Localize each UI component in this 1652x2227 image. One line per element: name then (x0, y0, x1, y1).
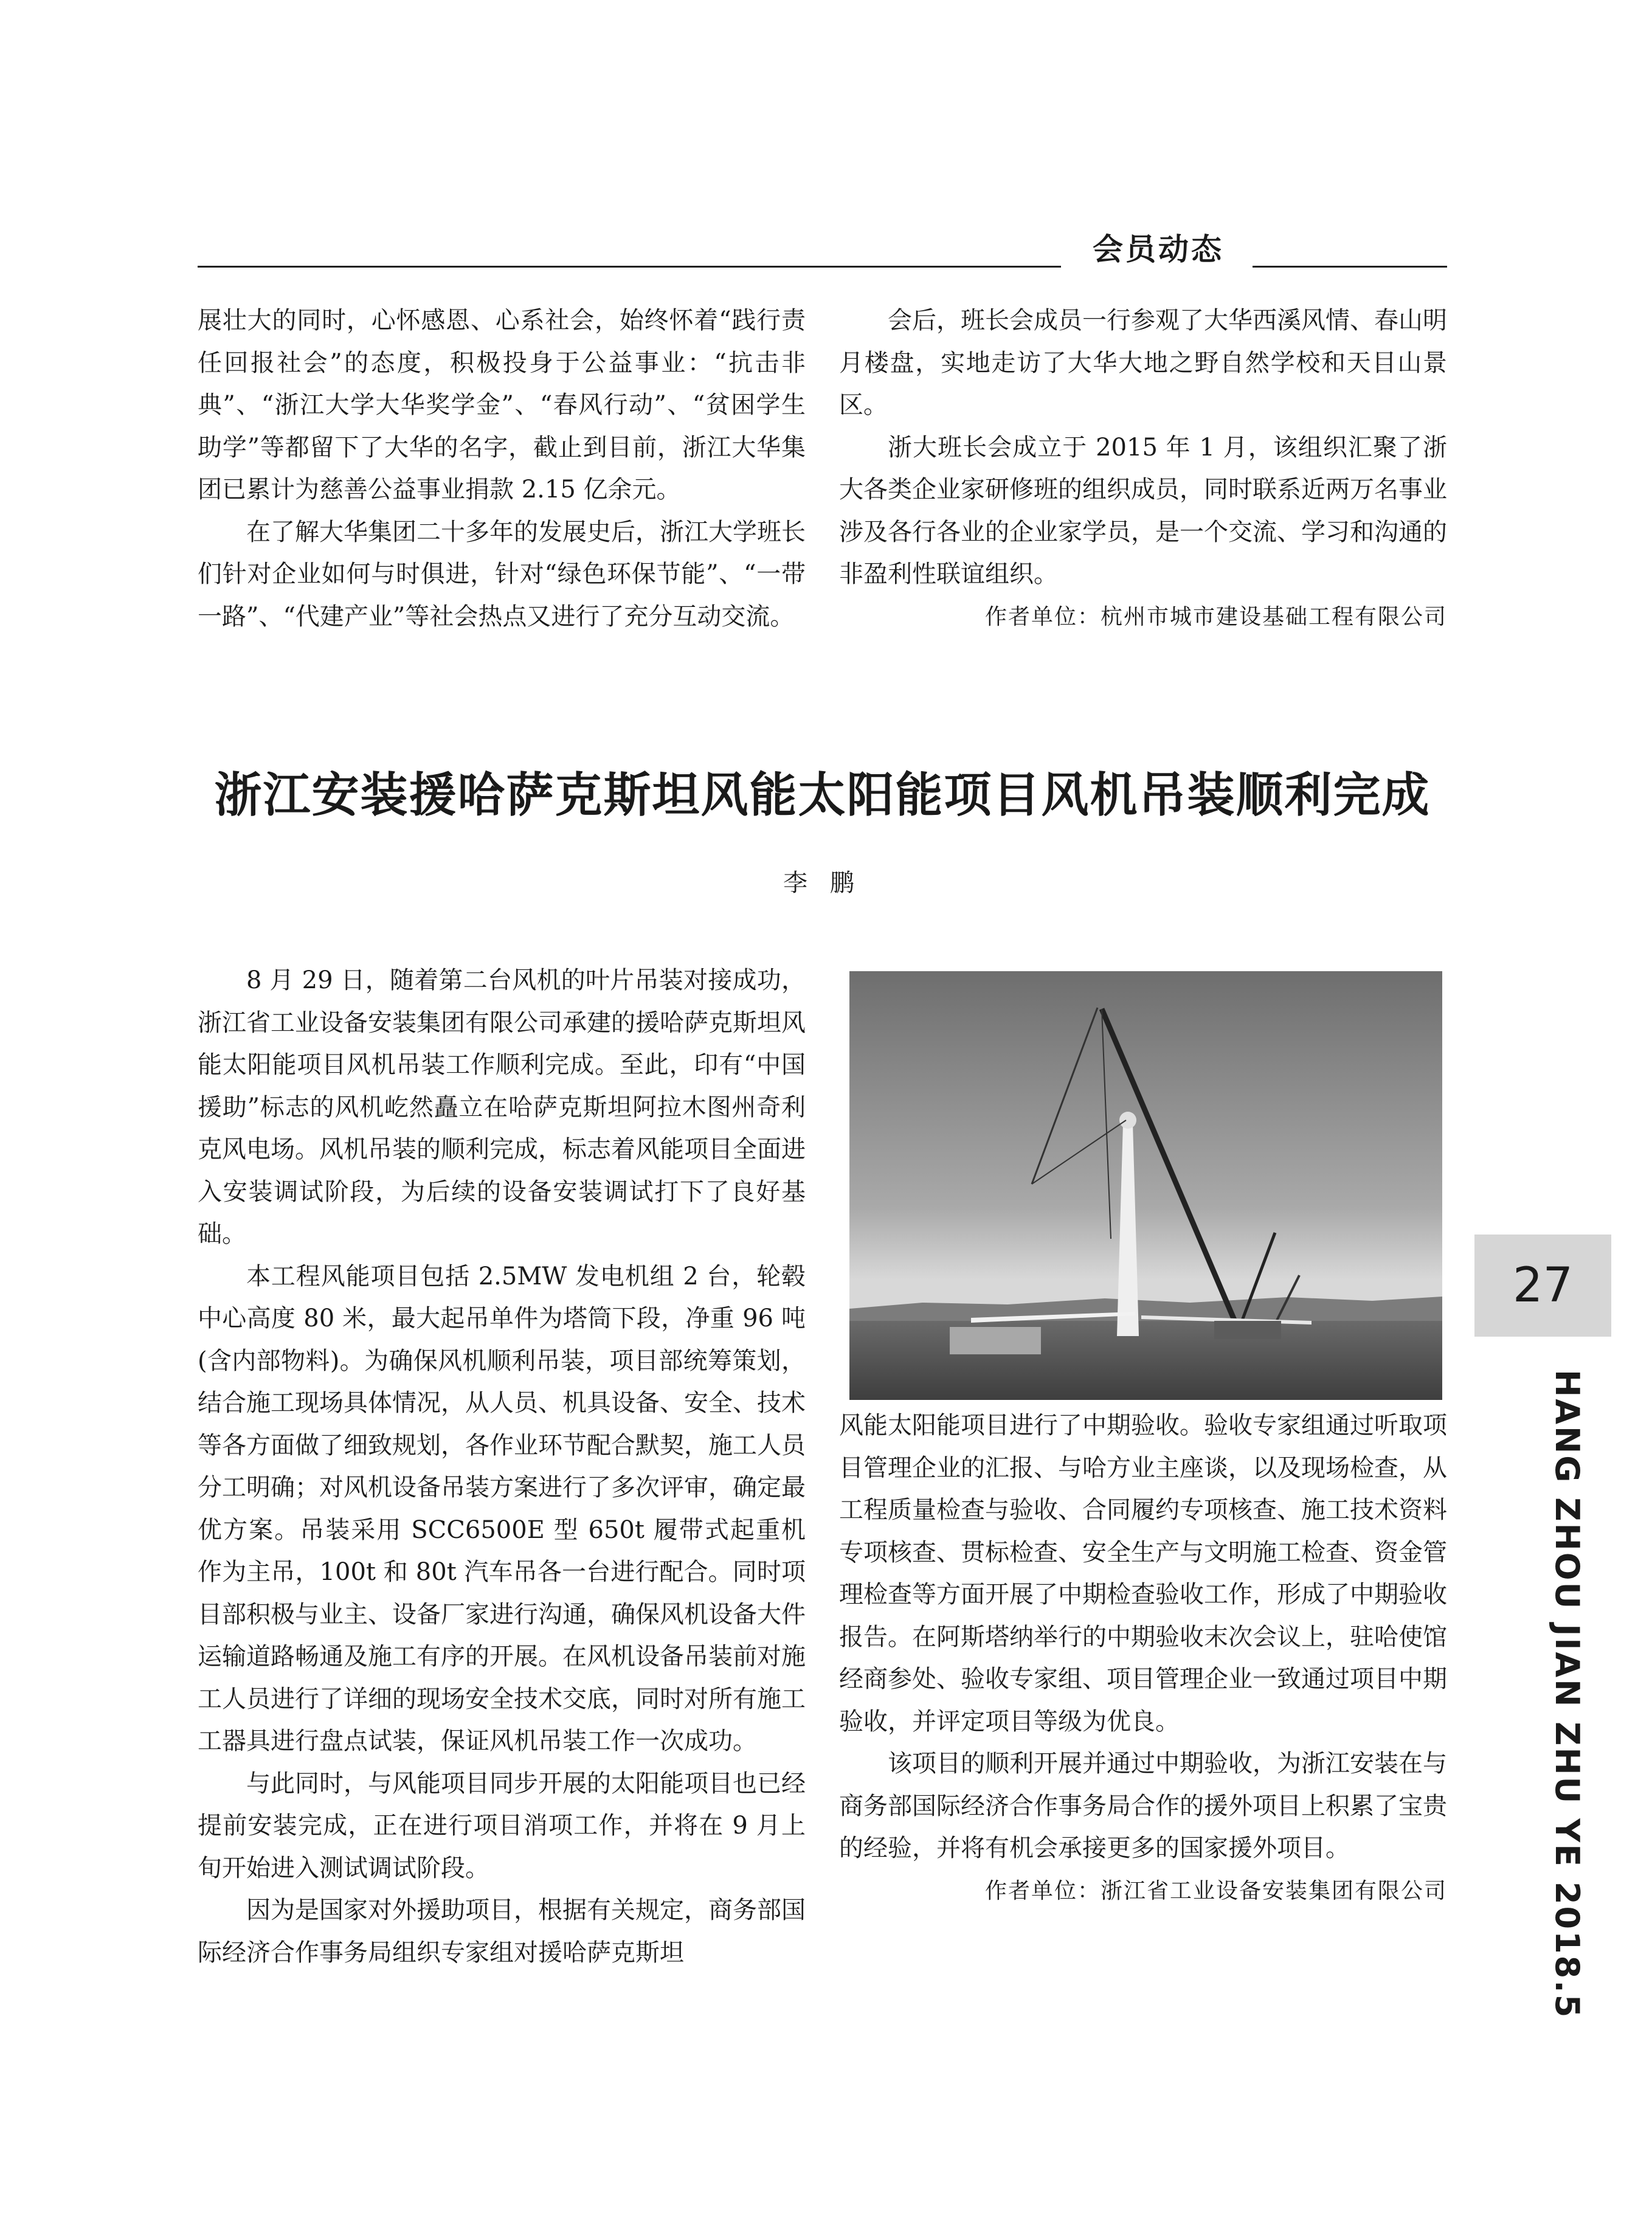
page-number: 27 (1474, 1235, 1611, 1337)
article-title: 浙江安装援哈萨克斯坦风能太阳能项目风机吊装顺利完成 (214, 768, 1431, 823)
continued-text-right (839, 300, 1447, 638)
article-body-right (839, 1405, 1447, 1912)
paragraph: 浙大班长会成立于 2015 年 1 月，该组织汇聚了浙大各类企业家研修班的组织成员，同时联系近两万名事业涉及各行各业的企业家学员，是一个交流、学习和沟通的非盈利性联谊组织。 (839, 433, 1447, 588)
article-body-left (198, 960, 806, 1974)
continued-text-left (198, 300, 806, 638)
paragraph: 本工程风能项目包括 2.5MW 发电机组 2 台，轮毂中心高度 80 米，最大起吊单件为塔筒下段，净重 96 吨(含内部物料)。为确保风机顺利吊装，项目部统筹策划，结合施工现场具体情况，从人员、机具设备、安全、技术等各方面做了细致规划，各作业环节配合默契，施工人员分工明确；对风机设备吊装方案进行了多次评审，确定最优方案。吊装采用 SCC6500E 型 650t 履带式起重机作为主吊，100t 和 80t 汽车吊各一台进行配合。同时项目部积极与业主、设备厂家进行沟通，确保风机设备大件运输道路畅通及施工有序的开展。在风机设备吊装前对施工人员进行了详细的现场安全技术交底，同时对所有施工工器具进行盘点试装，保证风机吊装工作一次成功。 (198, 1262, 806, 1755)
paragraph: 因为是国家对外援助项目，根据有关规定，商务部国际经济合作事务局组织专家组对援哈萨克斯坦 (198, 1896, 806, 1967)
paragraph: 该项目的顺利开展并通过中期验收，为浙江安装在与商务部国际经济合作事务局合作的援外项目上积累了宝贵的经验，并将有机会承接更多的国家援外项目。 (839, 1750, 1447, 1862)
section-label: 会员动态 (1093, 232, 1224, 267)
header-rule-left (198, 266, 1061, 268)
paragraph: 8 月 29 日，随着第二台风机的叶片吊装对接成功，浙江省工业设备安装集团有限公司承建的援哈萨克斯坦风能太阳能项目风机吊装工作顺利完成。至此，印有“中国援助”标志的风机屹然矗立在哈萨克斯坦阿拉木图州奇利克风电场。风机吊装的顺利完成，标志着风能项目全面进入安装调试阶段，为后续的设备安装调试打下了良好基础。 (198, 966, 806, 1248)
photo-illustration (849, 971, 1442, 1400)
journal-title-vertical: HANG ZHOU JIAN ZHU YE 2018.5 (1548, 1370, 1586, 2020)
paragraph: 与此同时，与风能项目同步开展的太阳能项目也已经提前安装完成，正在进行项目消项工作，并将在 9 月上旬开始进入测试调试阶段。 (198, 1769, 806, 1882)
paragraph: 会后，班长会成员一行参观了大华西溪风情、春山明月楼盘，实地走访了大华大地之野自然学校和天目山景区。 (839, 307, 1447, 419)
author-affiliation: 作者单位：浙江省工业设备安装集团有限公司 (984, 1878, 1447, 1903)
paragraph: 在了解大华集团二十多年的发展史后，浙江大学班长们针对企业如何与时俱进，针对“绿色环保节能”、“一带一路”、“代建产业”等社会热点又进行了充分互动交流。 (198, 518, 806, 631)
header-rule-right (1253, 266, 1447, 268)
article-author: 李 鹏 (783, 869, 862, 897)
paragraph: 展壮大的同时，心怀感恩、心系社会，始终怀着“践行责任回报社会”的态度，积极投身于公益事业：“抗击非典”、“浙江大学大华奖学金”、“春风行动”、“贫困学生助学”等都留下了大华的名字，截止到目前，浙江大华集团已累计为慈善公益事业捐款 2.15 亿余元。 (198, 307, 806, 504)
author-affiliation: 作者单位：杭州市城市建设基础工程有限公司 (984, 604, 1447, 629)
wind-turbine-crane-photo (849, 971, 1442, 1400)
paragraph: 风能太阳能项目进行了中期验收。验收专家组通过听取项目管理企业的汇报、与哈方业主座谈，以及现场检查，从工程质量检查与验收、合同履约专项核查、施工技术资料专项核查、贯标检查、安全生产与文明施工检查、资金管理检查等方面开展了中期检查验收工作，形成了中期验收报告。在阿斯塔纳举行的中期验收末次会议上，驻哈使馆经商参处、验收专家组、项目管理企业一致通过项目中期验收，并评定项目等级为优良。 (839, 1411, 1447, 1736)
